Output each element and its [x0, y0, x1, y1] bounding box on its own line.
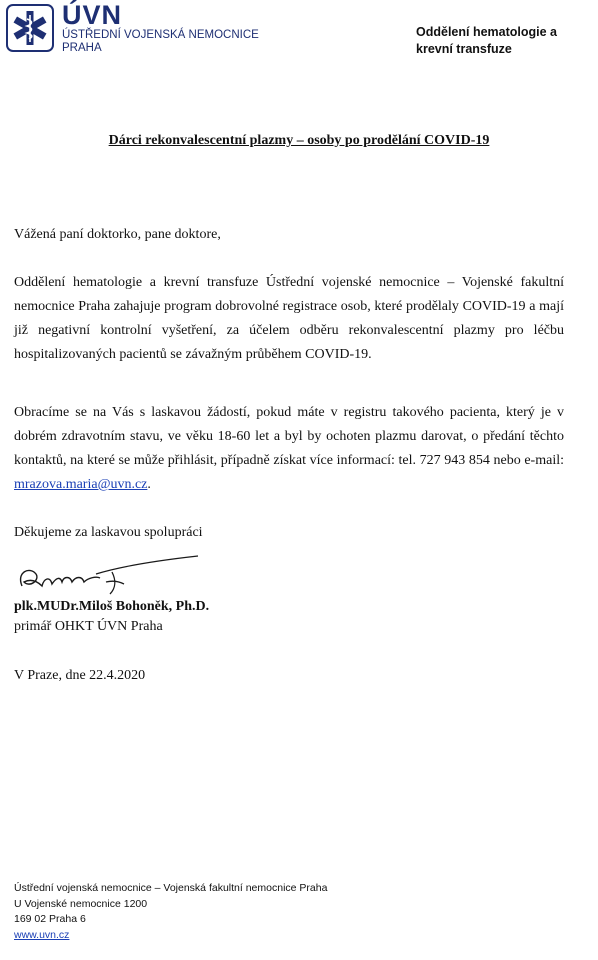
signer-role: primář OHKT ÚVN Praha: [14, 619, 163, 634]
brand-line-1: ÚSTŘEDNÍ VOJENSKÁ NEMOCNICE: [62, 29, 259, 41]
signer-name: plk.MUDr.Miloš Bohoněk, Ph.D.: [14, 599, 210, 614]
footer-line-2: U Vojenské nemocnice 1200: [14, 897, 148, 910]
footer-line-1: Ústřední vojenská nemocnice – Vojenská fakultní nemocnice Praha: [14, 882, 328, 894]
thanks-line: Děkujeme za laskavou spolupráci: [14, 525, 203, 540]
brand-line-2: PRAHA: [62, 42, 102, 54]
paragraph-1: Oddělení hematologie a krevní transfuze Ústřední vojenské nemocnice – Vojenské fakultní nemocnice Praha zahajuje program dobrovolné registrace osob, které prodělaly COVID-19 a mají již negativní kontrolní vyšetření, za účelem odběru rekonvalescentní plazmy pro léčbu hospitalizovaných pacientů se závažným průběhem COVID-19.: [14, 275, 564, 362]
footer: [14, 881, 327, 943]
department-line-2: krevní transfuze: [416, 42, 512, 56]
email-link[interactable]: mrazova.maria@uvn.cz: [14, 477, 148, 492]
department-line-1: Oddělení hematologie a: [416, 25, 557, 39]
paragraph-2-text: Obracíme se na Vás s laskavou žádostí, pokud máte v registru takového pacienta, který je v dobrém zdravotním stavu, ve věku 18-60 let a byl by ochoten plazmu darovat, o předání těchto kontaktů, na které se může přihlásit, případně získat více informací: tel. 727 943 854 nebo e-mail:: [14, 405, 564, 468]
footer-line-3: 169 02 Praha 6: [14, 913, 86, 925]
place-date: V Praze, dne 22.4.2020: [14, 668, 146, 683]
department-name: [416, 24, 586, 58]
brand-name: ÚVN: [62, 0, 123, 30]
handwritten-signature: [12, 552, 202, 600]
signature-block: [14, 597, 564, 637]
website-link[interactable]: www.uvn.cz: [14, 928, 70, 941]
star-of-life-icon: [6, 4, 54, 52]
letter-title: Dárci rekonvalescentní plazmy – osoby po prodělání COVID-19: [108, 133, 490, 148]
paragraph-2: [14, 401, 564, 497]
paragraph-2-end: .: [147, 477, 151, 492]
brand-subtitle: [62, 29, 259, 55]
salutation: Vážená paní doktorko, pane doktore,: [14, 227, 221, 242]
